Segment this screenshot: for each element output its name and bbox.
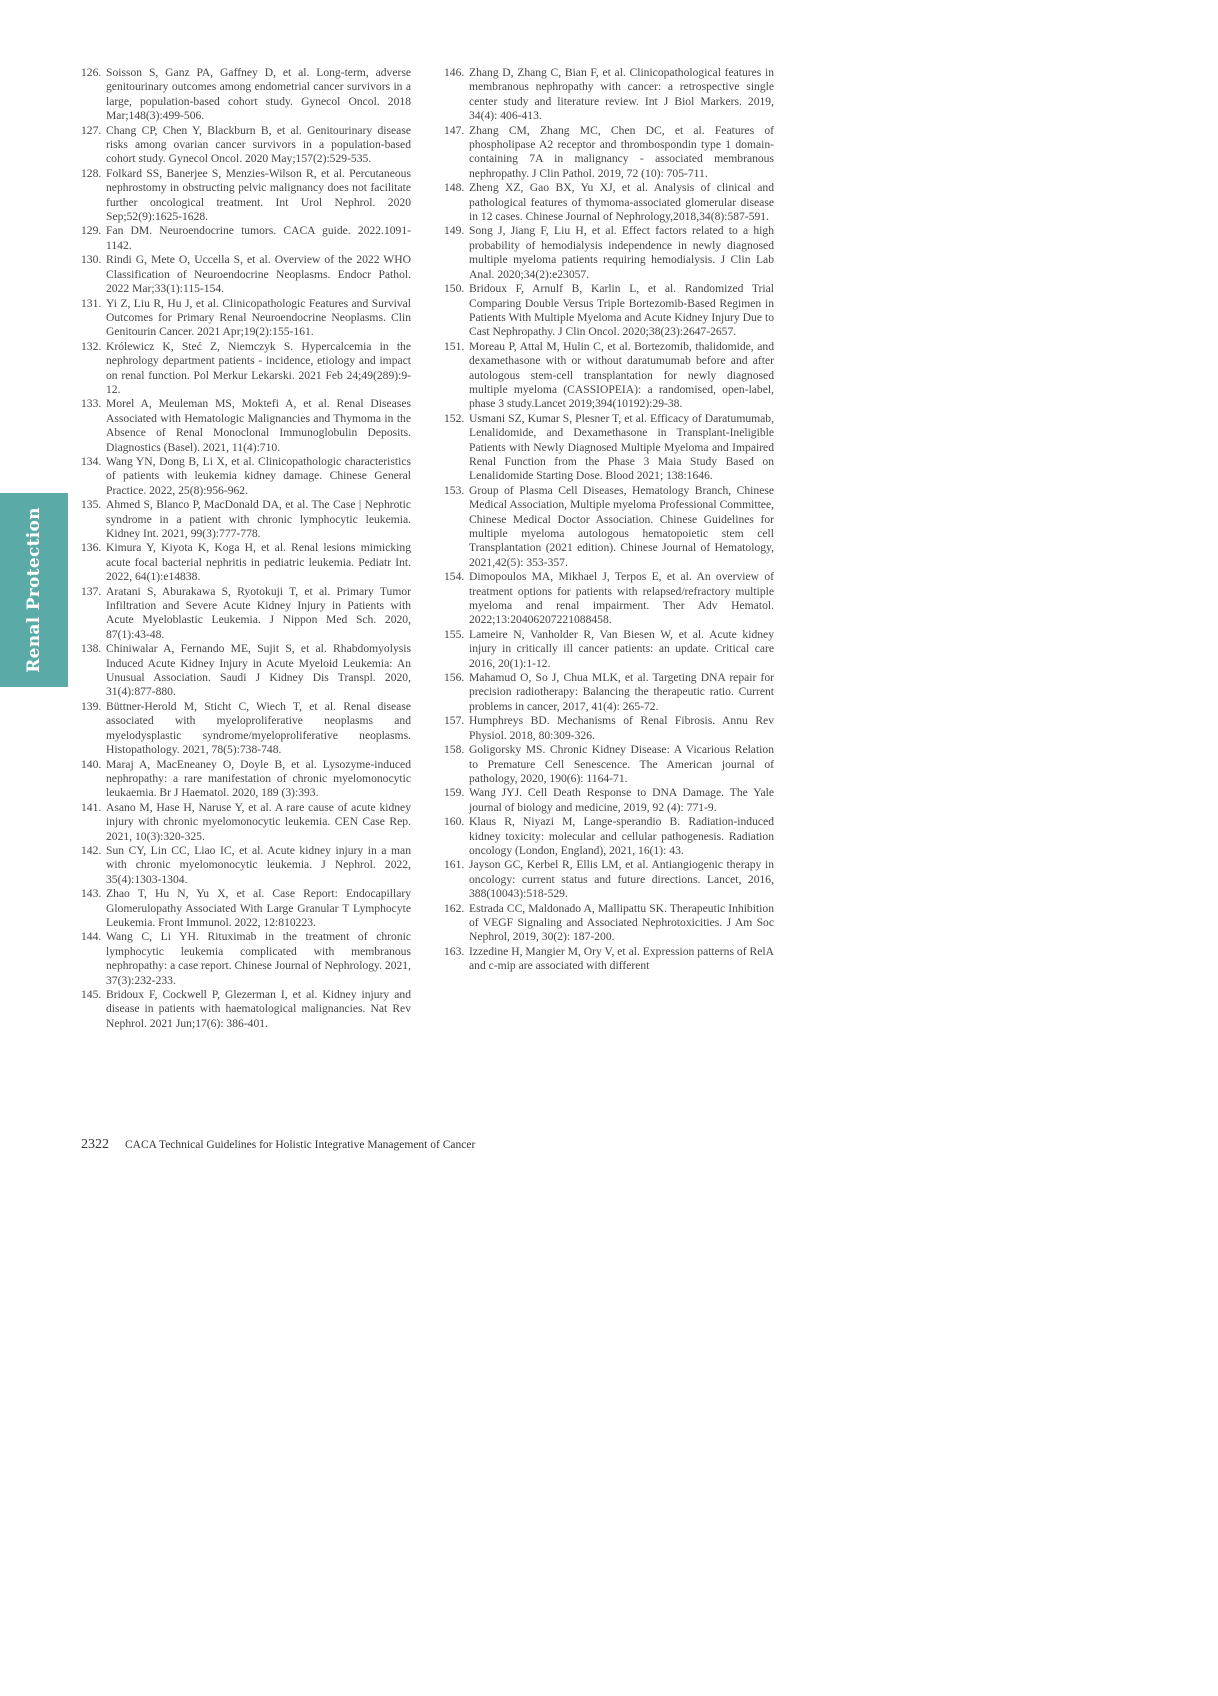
reference-number: 146. (444, 66, 465, 79)
reference-item (444, 858, 774, 901)
reference-text: Bridoux F, Cockwell P, Glezerman I, et al. Kidney injury and disease in patients with haematological malignancies. Nat Rev Nephrol. 2021 Jun;17(6): 386-401. (106, 988, 411, 1030)
references-left-column (81, 66, 411, 1031)
reference-item (81, 340, 411, 398)
reference-text: Lameire N, Vanholder R, Van Biesen W, et al. Acute kidney injury in critically ill cancer patients: an update. Critical care 2016, 20(1):1-12. (469, 627, 774, 670)
reference-text: Wang C, Li YH. Rituximab in the treatment of chronic lymphocytic leukemia complicated with membranous nephropathy: a case report. Chinese Journal of Nephrology. 2021, 37(3):232-233. (106, 930, 411, 987)
reference-item (81, 758, 411, 801)
reference-item (81, 498, 411, 541)
reference-item (81, 930, 411, 988)
reference-text: Humphreys BD. Mechanisms of Renal Fibrosis. Annu Rev Physiol. 2018, 80:309-326. (469, 714, 774, 742)
reference-text: Izzedine H, Mangier M, Ory V, et al. Expression patterns of RelA and c-mip are associated with different (469, 944, 774, 973)
reference-text: Zhao T, Hu N, Yu X, et al. Case Report: Endocapillary Glomerulopathy Associated With Large Granular T Lymphocyte Leukemia. Front Immunol. 2022, 12:810223. (106, 887, 411, 929)
references-right-column (444, 66, 774, 974)
reference-item (444, 412, 774, 484)
reference-number: 163. (444, 944, 465, 958)
reference-text: Goligorsky MS. Chronic Kidney Disease: A Vicarious Relation to Premature Cell Senescence. The American journal of pathology, 2020, 190(6): 1164-71. (469, 743, 774, 785)
reference-number: 147. (444, 123, 465, 137)
reference-item (81, 224, 411, 253)
reference-number: 139. (81, 699, 102, 713)
page-number: 2322 (81, 1137, 109, 1152)
reference-text: Mahamud O, So J, Chua MLK, et al. Targeting DNA repair for precision radiotherapy: Balancing the therapeutic ratio. Current problems in cancer, 2017, 41(4): 265-72. (469, 671, 774, 713)
reference-number: 140. (81, 757, 102, 771)
reference-number: 145. (81, 988, 102, 1001)
reference-number: 142. (81, 843, 102, 857)
reference-text: Jayson GC, Kerbel R, Ellis LM, et al. Antiangiogenic therapy in oncology: current status and future directions. Lancet, 2016, 388(10043):518-529. (469, 858, 774, 901)
reference-text: Usmani SZ, Kumar S, Plesner T, et al. Efficacy of Daratumumab, Lenalidomide, and Dexamethasone in Transplant-Ineligible Patients with Newly Diagnosed Multiple Myeloma and Impaired Renal Function from the Phase 3 Maia Study Based on Lenalidomide Starting Dose. Blood 2021; 138:1646. (469, 411, 774, 483)
reference-number: 149. (444, 224, 465, 238)
reference-item (81, 455, 411, 498)
reference-text: Wang YN, Dong B, Li X, et al. Clinicopathologic characteristics of patients with leukemia kidney damage. Chinese General Practice. 2022, 25(8):956-962. (106, 454, 411, 497)
reference-item (81, 988, 411, 1031)
reference-item (81, 124, 411, 167)
reference-item (444, 484, 774, 570)
reference-text: Group of Plasma Cell Diseases, Hematology Branch, Chinese Medical Association, Multiple myeloma Professional Committee, Chinese Medical Doctor Association. Chinese Guidelines for multiple myeloma autologous hematopoietic stem cell Transplantation (2021 edition). Chinese Journal of Hematology, 2021,42(5): 353-357. (469, 483, 774, 569)
reference-text: Zhang D, Zhang C, Bian F, et al. Clinicopathological features in membranous nephropathy with cancer: a retrospective single center study and literature review. Int J Biol Markers. 2019, 34(4): 406-413. (469, 66, 774, 123)
reference-number: 161. (444, 858, 465, 872)
reference-text: Chiniwalar A, Fernando ME, Sujit S, et al. Rhabdomyolysis Induced Acute Kidney Injury in Acute Myeloid Leukemia: An Unusual Association. Saudi J Kidney Dis Transpl. 2020, 31(4):877-880. (106, 642, 411, 699)
reference-text: Rindi G, Mete O, Uccella S, et al. Overview of the 2022 WHO Classification of Neuroendocrine Neoplasms. Endocr Pathol. 2022 Mar;33(1):115-154. (106, 253, 411, 296)
reference-item (81, 801, 411, 844)
reference-text: Fan DM. Neuroendocrine tumors. CACA guide. 2022.1091-1142. (106, 224, 411, 252)
section-side-tab-label: Renal Protection (24, 507, 45, 673)
reference-item (444, 124, 774, 182)
reference-number: 129. (81, 224, 102, 238)
reference-text: Moreau P, Attal M, Hulin C, et al. Bortezomib, thalidomide, and dexamethasone with or without daratumumab before and after autologous stem-cell transplantation for newly diagnosed multiple myeloma (CASSIOPEIA): a randomised, open-label, phase 3 study.Lancet 2019;394(10192):29-38. (469, 339, 774, 411)
reference-text: Maraj A, MacEneaney O, Doyle B, et al. Lysozyme-induced nephropathy: a rare manifestation of chronic myelomonocytic leukaemia. Br J Haematol. 2020, 189 (3):393. (106, 757, 411, 800)
reference-number: 126. (81, 66, 102, 79)
reference-item (444, 743, 774, 786)
reference-text: Sun CY, Lin CC, Liao IC, et al. Acute kidney injury in a man with chronic myelomonocytic leukemia. J Nephrol. 2022, 35(4):1303-1304. (106, 843, 411, 886)
reference-number: 162. (444, 901, 465, 915)
reference-number: 148. (444, 181, 465, 195)
reference-text: Zhang CM, Zhang MC, Chen DC, et al. Features of phospholipase A2 receptor and thrombospondin type 1 domain-containing 7A in malignancy - associated membranous nephropathy. J Clin Pathol. 2019, 72 (10): 705-711. (469, 123, 774, 180)
reference-item (81, 167, 411, 225)
reference-item (444, 671, 774, 714)
reference-item (444, 815, 774, 858)
reference-number: 158. (444, 743, 465, 757)
reference-item (81, 585, 411, 643)
reference-item (444, 945, 774, 974)
reference-item (444, 340, 774, 412)
reference-item (444, 902, 774, 945)
reference-text: Aratani S, Aburakawa S, Ryotokuji T, et al. Primary Tumor Infiltration and Severe Acute Kidney Injury in Patients with Acute Myeloblastic Leukemia. J Nippon Med Sch. 2020, 87(1):43-48. (106, 584, 411, 641)
reference-item (444, 628, 774, 671)
reference-text: Bridoux F, Arnulf B, Karlin L, et al. Randomized Trial Comparing Double Versus Triple Bortezomib-Based Regimen in Patients With Multiple Myeloma and Acute Kidney Injury Due to Cast Nephropathy. J Clin Oncol. 2020;38(23):2647-2657. (469, 282, 774, 339)
reference-text: Asano M, Hase H, Naruse Y, et al. A rare cause of acute kidney injury with chronic myelomonocytic leukemia. CEN Case Rep. 2021, 10(3):320-325. (106, 800, 411, 843)
reference-number: 155. (444, 627, 465, 641)
reference-item (444, 282, 774, 340)
reference-text: Kimura Y, Kiyota K, Koga H, et al. Renal lesions mimicking acute focal bacterial nephritis in pediatric leukemia. Pediatr Int. 2022, 64(1):e14838. (106, 541, 411, 584)
reference-item (81, 887, 411, 930)
reference-text: Morel A, Meuleman MS, Moktefi A, et al. Renal Diseases Associated with Hematologic Malignancies and Thymoma in the Absence of Renal Monoclonal Immunoglobulin Deposits. Diagnostics (Basel). 2021, 11(4):710. (106, 397, 411, 454)
reference-text: Wang JYJ. Cell Death Response to DNA Damage. The Yale journal of biology and medicine, 2019, 92 (4): 771-9. (469, 786, 774, 814)
reference-text: Song J, Jiang F, Liu H, et al. Effect factors related to a high probability of hemodialysis independence in newly diagnosed multiple myeloma patients requiring hemodialysis. J Clin Lab Anal. 2020;34(2):e23057. (469, 224, 774, 281)
section-side-tab (0, 493, 68, 687)
reference-text: Chang CP, Chen Y, Blackburn B, et al. Genitourinary disease risks among ovarian cancer survivors in a population-based cohort study. Gynecol Oncol. 2020 May;157(2):529-535. (106, 123, 411, 166)
reference-number: 157. (444, 714, 465, 728)
reference-number: 135. (81, 498, 102, 512)
reference-number: 141. (81, 800, 102, 814)
reference-number: 153. (444, 483, 465, 497)
reference-number: 134. (81, 454, 102, 468)
reference-number: 137. (81, 584, 102, 598)
reference-item (81, 253, 411, 296)
reference-item (81, 541, 411, 584)
reference-number: 130. (81, 253, 102, 267)
reference-text: Estrada CC, Maldonado A, Mallipattu SK. Therapeutic Inhibition of VEGF Signaling and Associated Nephrotoxicities. J Am Soc Nephrol, 2019, 30(2): 187-200. (469, 901, 774, 944)
reference-text: Klaus R, Niyazi M, Lange-sperandio B. Radiation-induced kidney toxicity: molecular and cellular pathogenesis. Radiation oncology (London, England), 2021, 16(1): 43. (469, 815, 774, 857)
reference-number: 127. (81, 123, 102, 137)
reference-item (81, 700, 411, 758)
reference-text: Zheng XZ, Gao BX, Yu XJ, et al. Analysis of clinical and pathological features of thymoma-associated glomerular disease in 12 cases. Chinese Journal of Nephrology,2018,34(8):587-591. (469, 181, 774, 224)
reference-number: 152. (444, 411, 465, 425)
reference-item (81, 844, 411, 887)
reference-item (81, 642, 411, 700)
reference-number: 133. (81, 397, 102, 411)
reference-number: 131. (81, 296, 102, 310)
reference-item (444, 66, 774, 124)
reference-item (444, 714, 774, 743)
reference-text: Ahmed S, Blanco P, MacDonald DA, et al. The Case | Nephrotic syndrome in a patient with chronic lymphocytic leukemia. Kidney Int. 2021, 99(3):777-778. (106, 498, 411, 540)
reference-number: 156. (444, 671, 465, 685)
reference-text: Królewicz K, Steć Z, Niemczyk S. Hypercalcemia in the nephrology department patients - incidence, etiology and impact on renal function. Pol Merkur Lekarski. 2021 Feb 24;49(289):9-12. (106, 339, 411, 396)
reference-number: 144. (81, 930, 102, 944)
reference-item (81, 397, 411, 455)
reference-number: 128. (81, 166, 102, 180)
reference-item (81, 66, 411, 124)
reference-number: 138. (81, 642, 102, 656)
reference-number: 160. (444, 815, 465, 829)
reference-number: 132. (81, 339, 102, 353)
reference-number: 143. (81, 887, 102, 901)
reference-text: Dimopoulos MA, Mikhael J, Terpos E, et al. An overview of treatment options for patients with relapsed/refractory multiple myeloma and renal impairment. Ther Adv Hematol. 2022;13:20406207221088458. (469, 570, 774, 627)
reference-item (444, 224, 774, 282)
reference-text: Yi Z, Liu R, Hu J, et al. Clinicopathologic Features and Survival Outcomes for Primary Renal Neuroendocrine Neoplasms. Clin Genitourin Cancer. 2021 Apr;19(2):155-161. (106, 296, 411, 339)
footer-text: CACA Technical Guidelines for Holistic Integrative Management of Cancer (125, 1139, 476, 1151)
reference-item (444, 181, 774, 224)
reference-item (444, 786, 774, 815)
reference-number: 159. (444, 786, 465, 800)
reference-item (444, 570, 774, 628)
reference-text: Büttner-Herold M, Sticht C, Wiech T, et al. Renal disease associated with myeloproliferative neoplasms and myelodysplastic syndrome/myeloproliferative neoplasms. Histopathology. 2021, 78(5):738-748. (106, 699, 411, 757)
page-footer (81, 1137, 475, 1153)
reference-text: Soisson S, Ganz PA, Gaffney D, et al. Long-term, adverse genitourinary outcomes among endometrial cancer survivors in a large, population-based cohort study. Gynecol Oncol. 2018 Mar;148(3):499-506. (106, 66, 411, 123)
reference-item (81, 297, 411, 340)
reference-number: 154. (444, 570, 465, 584)
reference-text: Folkard SS, Banerjee S, Menzies-Wilson R, et al. Percutaneous nephrostomy in obstructing pelvic malignancy does not facilitate further oncological treatment. Int Urol Nephrol. 2020 Sep;52(9):1625-1628. (106, 166, 411, 224)
reference-number: 151. (444, 339, 465, 353)
reference-number: 150. (444, 282, 465, 296)
reference-number: 136. (81, 541, 102, 555)
